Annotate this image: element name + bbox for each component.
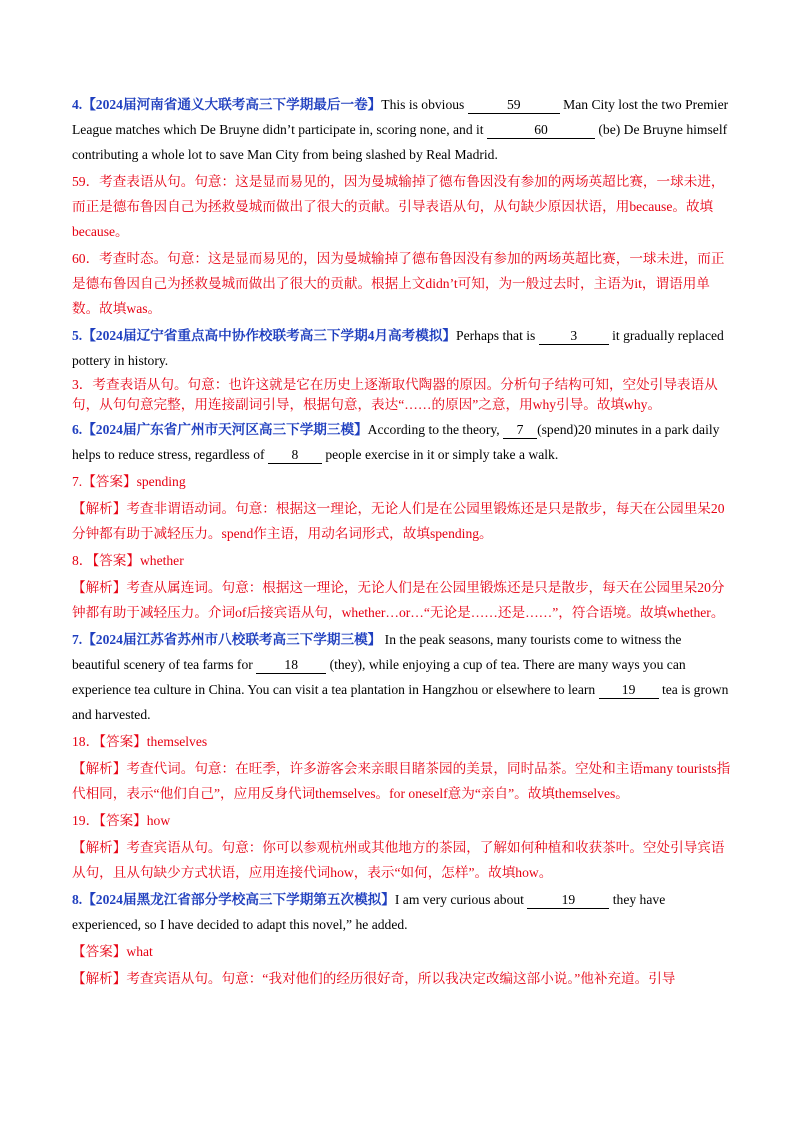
question-5 [72, 323, 732, 373]
question-text: they have experienced, so I have decided to adapt this novel,” he added. [72, 892, 666, 932]
question-8 [72, 887, 732, 937]
question-text: I am very curious about [394, 892, 528, 907]
answer-key-19: 19．【答案】how [72, 813, 171, 828]
question-text: tea is grown and harvested. [72, 682, 729, 722]
question-text: This is obvious [381, 97, 468, 112]
answer-59: 59．考查表语从句。句意：这是显而易见的，因为曼城输掉了德布鲁因没有参加的两场英超比赛，一球未进，而正是德布鲁因自己为拯救曼城而做出了很大的贡献。引导表语从句，从句缺少原因状语，用because。故填because。 [72, 174, 725, 239]
question-text: people exercise in it or simply take a walk. [321, 447, 559, 462]
answer-key-19: 【答案】what [72, 944, 153, 959]
blank-59: 59 [468, 97, 560, 114]
answer-key-8: 8．【答案】whether [72, 553, 184, 568]
question-7 [72, 627, 732, 727]
answer-60: 60．考查时态。句意：这是显而易见的，因为曼城输掉了德布鲁因没有参加的两场英超比赛，一球未进，而正是德布鲁因自己为拯救曼城而做出了很大的贡献。根据上文didn’t可知，为一般过去时，主语为it，谓语用单数。故填was。 [72, 251, 725, 316]
explanation-19: 【解析】考查宾语从句。句意：“我对他们的经历很好奇，所以我决定改编这部小说。”他补充道。引导 [72, 971, 676, 986]
blank-7: 7 [503, 422, 537, 439]
question-source: 8.【2024届黑龙江省部分学校高三下学期第五次模拟】 [72, 892, 395, 907]
blank-19: 19 [527, 892, 609, 909]
answer-key-18: 18．【答案】themselves [72, 734, 208, 749]
question-text: According to the theory, [367, 422, 504, 437]
answer-key-7: 7.【答案】spending [72, 474, 186, 489]
blank-19: 19 [599, 682, 659, 699]
explanation-8: 【解析】考查从属连词。句意：根据这一理论，无论人们是在公园里锻炼还是只是散步，每天在公园里呆20分钟都有助于减轻压力。介词of后接宾语从句，whether…or…“无论是……还是……”，符合语境。故填whether。 [72, 580, 725, 620]
explanation-18: 【解析】考查代词。句意：在旺季，许多游客会来亲眼目睹茶园的美景，同时品茶。空处和主语many tourists指代相同，表示“他们自己”，应用反身代词themselves。for oneself意为“亲自”。故填themselves。 [72, 761, 731, 801]
question-text: it gradually replaced pottery in history. [72, 328, 724, 368]
question-text: (spend)20 minutes in a park daily helps to reduce stress, regardless of [72, 422, 720, 462]
blank-3: 3 [539, 328, 609, 345]
answer-3: 3．考查表语从句。句意：也许这就是它在历史上逐渐取代陶器的原因。分析句子结构可知，空处引导表语从句，从句句意完整，用连接副词引导，根据句意，表达“……的原因”之意，用why引导。故填why。 [72, 377, 718, 412]
question-source: 6.【2024届广东省广州市天河区高三下学期三模】 [72, 422, 368, 437]
question-text: In the peak seasons, many tourists come to witness the beautiful scenery of tea farms for [72, 632, 682, 672]
question-source: 4.【2024届河南省通义大联考高三下学期最后一卷】 [72, 97, 382, 112]
explanation-19: 【解析】考查宾语从句。句意：你可以参观杭州或其他地方的茶园，了解如何种植和收获茶叶。空处引导宾语从句，且从句缺少方式状语，应用连接代词how，表示“如何，怎样”。故填how。 [72, 840, 725, 880]
document-content [72, 92, 732, 993]
question-4 [72, 92, 732, 167]
blank-8: 8 [268, 447, 322, 464]
question-source: 7.【2024届江苏省苏州市八校联考高三下学期三模】 [72, 632, 382, 647]
blank-60: 60 [487, 122, 595, 139]
question-text: (be) De Bruyne himself contributing a whole lot to save Man City from being slashed by Real Madrid. [72, 122, 728, 162]
question-text: Perhaps that is [456, 328, 539, 343]
question-text: Man City lost the two Premier League matches which De Bruyne didn’t participate in, scoring none, and it [72, 97, 729, 137]
question-6 [72, 417, 732, 467]
explanation-7: 【解析】考查非谓语动词。句意：根据这一理论，无论人们是在公园里锻炼还是只是散步，每天在公园里呆20分钟都有助于减轻压力。spend作主语，用动名词形式，故填spending。 [72, 501, 725, 541]
blank-18: 18 [256, 657, 326, 674]
question-text: (they), while enjoying a cup of tea. There are many ways you can experience tea culture in China. You can visit a tea plantation in Hangzhou or elsewhere to learn [72, 657, 686, 697]
question-source: 5.【2024届辽宁省重点高中协作校联考高三下学期4月高考模拟】 [72, 328, 457, 343]
